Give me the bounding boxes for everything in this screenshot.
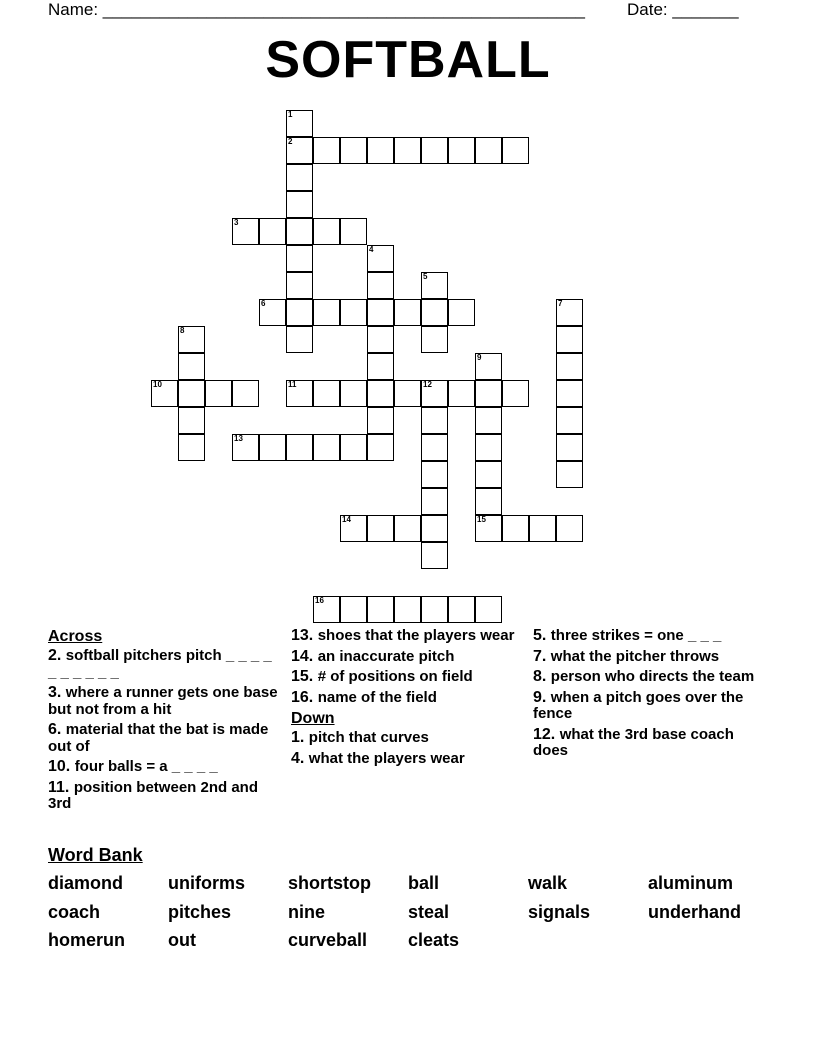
crossword-cell[interactable]	[178, 434, 205, 461]
crossword-cell[interactable]	[502, 137, 529, 164]
crossword-cell[interactable]	[367, 515, 394, 542]
clue-number: 15	[477, 515, 486, 524]
crossword-cell[interactable]	[475, 380, 502, 407]
clue	[48, 780, 283, 813]
crossword-cell[interactable]	[259, 218, 286, 245]
crossword-cell[interactable]	[367, 407, 394, 434]
crossword-cell[interactable]	[367, 245, 394, 272]
crossword-cell[interactable]	[259, 434, 286, 461]
crossword-cell[interactable]	[421, 461, 448, 488]
crossword-cell[interactable]	[286, 299, 313, 326]
crossword-cell[interactable]	[475, 137, 502, 164]
crossword-cell[interactable]	[421, 407, 448, 434]
down-heading: Down	[291, 710, 335, 727]
clue-number: 3.	[48, 684, 66, 701]
crossword-cell[interactable]	[286, 245, 313, 272]
clue	[48, 685, 283, 718]
crossword-cell[interactable]	[313, 137, 340, 164]
crossword-cell[interactable]	[475, 407, 502, 434]
down-clue-list	[291, 730, 526, 767]
word-bank-word: pitches	[168, 901, 232, 922]
crossword-cell[interactable]	[367, 299, 394, 326]
down-clue-list-continued	[533, 628, 768, 760]
clue-number: 1.	[291, 729, 309, 746]
crossword-cell[interactable]	[475, 488, 502, 515]
clue-text: shoes that the players wear	[317, 627, 515, 644]
crossword-cell[interactable]	[178, 380, 205, 407]
clue-text: person who directs the team	[550, 668, 755, 685]
crossword-cell[interactable]	[529, 515, 556, 542]
clue-number: 7	[558, 299, 563, 308]
clue-number: 16.	[291, 688, 318, 706]
clue-number: 6	[261, 299, 266, 308]
clue-number: 4.	[291, 749, 309, 767]
crossword-cell[interactable]	[556, 407, 583, 434]
clue-number: 15.	[291, 668, 318, 685]
crossword-cell[interactable]	[367, 353, 394, 380]
clue-text: where a runner gets one base but not from a hit	[48, 684, 278, 718]
word-bank-word: shortstop	[288, 873, 371, 893]
crossword-cell[interactable]	[421, 434, 448, 461]
across-clue-list	[48, 648, 283, 813]
clue	[48, 759, 283, 776]
word-bank-word: curveball	[288, 930, 368, 950]
clue-text: four balls = a _ _ _ _	[74, 758, 218, 775]
clue-text: name of the field	[317, 688, 437, 706]
crossword-cell[interactable]	[313, 299, 340, 326]
crossword-cell[interactable]	[421, 380, 448, 407]
word-bank-word: aluminum	[648, 873, 734, 893]
crossword-cell[interactable]	[286, 434, 313, 461]
clue-text: when a pitch goes over the fence	[533, 688, 744, 722]
crossword-cell[interactable]	[502, 515, 529, 542]
crossword-cell[interactable]	[394, 596, 421, 623]
crossword-cell[interactable]	[313, 434, 340, 461]
crossword-cell[interactable]	[556, 515, 583, 542]
clues-column-1	[48, 628, 283, 817]
crossword-cell[interactable]	[421, 326, 448, 353]
crossword-cell[interactable]	[367, 596, 394, 623]
clue-number: 16	[315, 596, 324, 605]
crossword-cell[interactable]	[340, 434, 367, 461]
word-bank-word: cleats	[408, 930, 460, 950]
crossword-cell[interactable]	[232, 434, 259, 461]
clue-number: 5	[423, 272, 428, 281]
clue	[291, 628, 526, 645]
crossword-cell[interactable]	[313, 218, 340, 245]
clue-text: material that the bat is made out of	[48, 721, 269, 755]
crossword-cell[interactable]	[394, 515, 421, 542]
clue-number: 8	[180, 326, 185, 335]
crossword-cell[interactable]	[205, 380, 232, 407]
clue-number: 12.	[533, 725, 560, 743]
page-title: SOFTBALL	[265, 31, 551, 89]
crossword-cell[interactable]	[259, 299, 286, 326]
name-field-label: Name: ___________________________________________________	[48, 0, 585, 19]
across-heading: Across	[48, 628, 103, 645]
clue-number: 1	[288, 110, 293, 119]
clue	[291, 649, 526, 666]
crossword-cell[interactable]	[313, 596, 340, 623]
clue-number: 11	[288, 380, 297, 389]
clue-text: pitch that curves	[308, 729, 429, 746]
clue	[533, 669, 768, 686]
crossword-cell[interactable]	[286, 380, 313, 407]
clue-number: 13.	[291, 627, 318, 644]
crossword-cell[interactable]	[340, 218, 367, 245]
word-bank-word: steal	[408, 901, 450, 922]
word-bank-word: diamond	[48, 873, 123, 893]
clue-text: what the pitcher throws	[550, 647, 720, 665]
crossword-cell[interactable]	[556, 326, 583, 353]
clue-number: 2	[288, 137, 293, 146]
clue-text: what the 3rd base coach does	[533, 725, 734, 759]
crossword-cell[interactable]	[232, 380, 259, 407]
crossword-cell[interactable]	[394, 380, 421, 407]
crossword-cell[interactable]	[286, 164, 313, 191]
crossword-cell[interactable]	[178, 353, 205, 380]
clue-number: 7.	[533, 647, 551, 665]
crossword-cell[interactable]	[340, 137, 367, 164]
crossword-cell[interactable]	[394, 299, 421, 326]
clue-number: 4	[369, 245, 374, 254]
crossword-cell[interactable]	[178, 407, 205, 434]
clue	[533, 649, 768, 666]
word-bank-word: coach	[48, 901, 101, 922]
clue-number: 14	[342, 515, 351, 524]
crossword-cell[interactable]	[556, 434, 583, 461]
crossword-cell[interactable]	[475, 353, 502, 380]
word-bank-word: nine	[288, 901, 326, 922]
crossword-cell[interactable]	[367, 272, 394, 299]
crossword-cell[interactable]	[232, 218, 259, 245]
clue-number: 11.	[48, 778, 74, 796]
crossword-cell[interactable]	[286, 326, 313, 353]
crossword-cell[interactable]	[340, 299, 367, 326]
clue-text: what the players wear	[308, 749, 465, 767]
crossword-cell[interactable]	[556, 461, 583, 488]
crossword-cell[interactable]	[394, 137, 421, 164]
clues-column-2	[291, 628, 526, 771]
clue-number: 8.	[533, 668, 551, 685]
crossword-cell[interactable]	[367, 380, 394, 407]
clue-number: 2.	[48, 647, 66, 664]
clue	[533, 690, 768, 723]
crossword-cell[interactable]	[421, 515, 448, 542]
crossword-cell[interactable]	[421, 596, 448, 623]
crossword-cell[interactable]	[556, 380, 583, 407]
clue	[291, 751, 526, 768]
clue	[291, 669, 526, 686]
word-bank-word: homerun	[48, 930, 126, 950]
clue-text: # of positions on field	[317, 668, 473, 685]
crossword-cell[interactable]	[475, 461, 502, 488]
crossword-cell[interactable]	[367, 434, 394, 461]
word-bank-word: out	[168, 930, 196, 950]
clue-number: 6.	[48, 721, 66, 738]
crossword-cell[interactable]	[286, 137, 313, 164]
crossword-cell[interactable]	[367, 326, 394, 353]
crossword-cell[interactable]	[475, 515, 502, 542]
crossword-cell[interactable]	[448, 596, 475, 623]
clue-number: 13	[234, 434, 243, 443]
crossword-cell[interactable]	[286, 191, 313, 218]
crossword-cell[interactable]	[367, 137, 394, 164]
crossword-cell[interactable]	[448, 137, 475, 164]
clue-number: 14.	[291, 647, 318, 665]
clue	[48, 648, 283, 681]
clue	[291, 690, 526, 707]
clue-number: 5.	[533, 627, 551, 644]
crossword-cell[interactable]	[421, 137, 448, 164]
clue	[533, 628, 768, 645]
clue-number: 9	[477, 353, 482, 362]
clue-number: 10	[153, 380, 162, 389]
crossword-cell[interactable]	[448, 299, 475, 326]
crossword-cell[interactable]	[502, 380, 529, 407]
crossword-cell[interactable]	[340, 515, 367, 542]
crossword-cell[interactable]	[313, 380, 340, 407]
clue-text: an inaccurate pitch	[317, 647, 455, 665]
crossword-cell[interactable]	[448, 380, 475, 407]
clues-column-3	[533, 628, 768, 764]
crossword-cell[interactable]	[421, 272, 448, 299]
word-bank-word: ball	[408, 873, 440, 893]
clue-number: 3	[234, 218, 239, 227]
across-clue-list-continued	[291, 628, 526, 706]
crossword-cell[interactable]	[178, 326, 205, 353]
crossword-cell[interactable]	[556, 353, 583, 380]
crossword-cell[interactable]	[286, 110, 313, 137]
clue-number: 9.	[533, 688, 551, 706]
clue-text: position between 2nd and 3rd	[48, 778, 258, 812]
crossword-cell[interactable]	[421, 299, 448, 326]
crossword-cell[interactable]	[421, 488, 448, 515]
clue-number: 12	[423, 380, 432, 389]
word-bank-word: uniforms	[168, 873, 246, 893]
word-bank-word: signals	[528, 901, 591, 922]
crossword-cell[interactable]	[556, 299, 583, 326]
crossword-cell[interactable]	[340, 380, 367, 407]
clue	[48, 722, 283, 755]
clue-text: softball pitchers pitch _ _ _ _ _ _ _ _ _ _	[48, 647, 272, 681]
word-bank-word: walk	[528, 873, 568, 893]
crossword-cell[interactable]	[421, 542, 448, 569]
crossword-cell[interactable]	[475, 434, 502, 461]
clue-number: 10.	[48, 758, 75, 775]
word-bank-word: underhand	[648, 901, 741, 922]
clue-text: three strikes = one _ _ _	[550, 627, 722, 644]
crossword-cell[interactable]	[151, 380, 178, 407]
word-bank-heading: Word Bank	[48, 845, 143, 865]
clue	[533, 727, 768, 760]
crossword-cell[interactable]	[286, 218, 313, 245]
crossword-cell[interactable]	[286, 272, 313, 299]
crossword-cell[interactable]	[340, 596, 367, 623]
date-field-label: Date: _______	[627, 0, 739, 19]
crossword-cell[interactable]	[475, 596, 502, 623]
clue	[291, 730, 526, 747]
